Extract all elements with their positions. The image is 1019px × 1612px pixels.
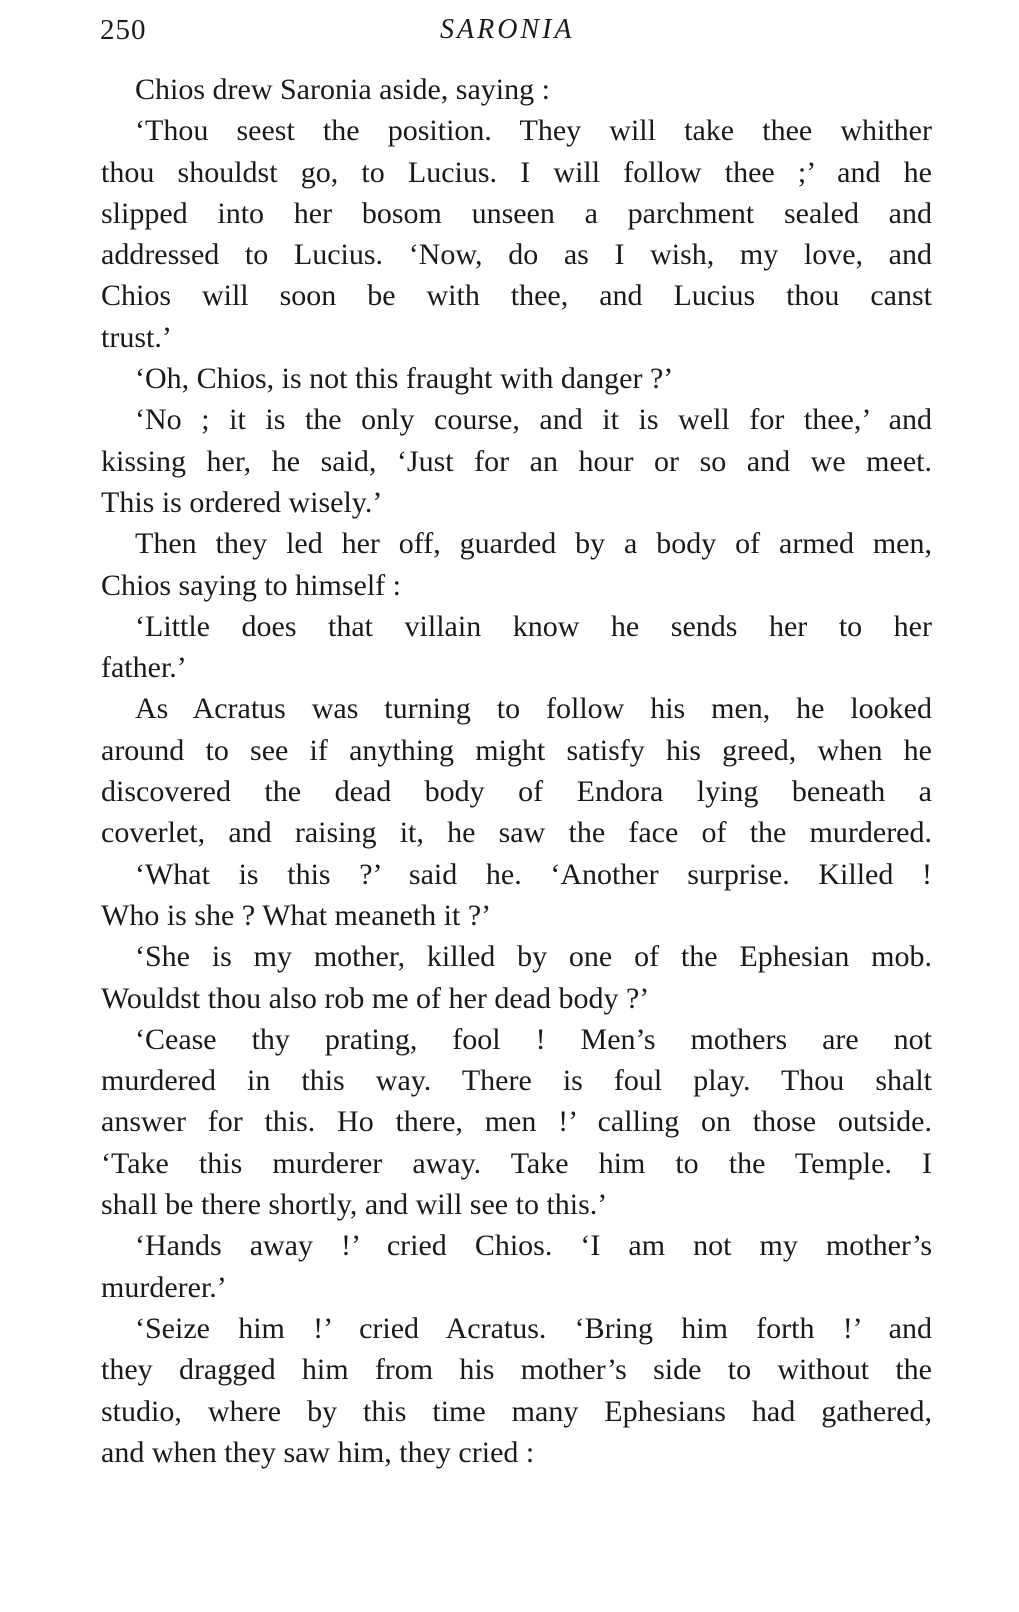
text-line: ‘What is this ?’ said he. ‘Another surprise. Killed ! (135, 857, 932, 891)
running-title: SARONIA (440, 14, 575, 45)
text-line: studio, where by this time many Ephesians had gathered, (101, 1394, 932, 1428)
text-line: coverlet, and raising it, he saw the face of the murdered. (101, 816, 932, 850)
text-line: and when they saw him, they cried : (101, 1435, 535, 1469)
text-line: murdered in this way. There is foul play. Thou shalt (101, 1064, 932, 1098)
text-line: ‘Oh, Chios, is not this fraught with danger ?’ (135, 362, 674, 396)
text-line: kissing her, he said, ‘Just for an hour or so and we meet. (101, 444, 932, 478)
text-line: addressed to Lucius. ‘Now, do as I wish, my love, and (101, 238, 932, 272)
body-text (101, 69, 932, 1473)
text-line: ‘Thou seest the position. They will take thee whither (135, 114, 932, 148)
text-line: ‘Little does that villain know he sends her to her (135, 609, 932, 643)
text-line: trust.’ (101, 320, 172, 354)
text-line: murderer.’ (101, 1270, 227, 1304)
text-line: thou shouldst go, to Lucius. I will follow thee ;’ and he (101, 155, 932, 189)
text-line: Who is she ? What meaneth it ?’ (101, 898, 492, 932)
text-line: ‘No ; it is the only course, and it is well for thee,’ and (135, 403, 932, 437)
text-line: Chios will soon be with thee, and Lucius thou canst (101, 279, 932, 313)
text-line: This is ordered wisely.’ (101, 485, 383, 519)
text-line: shall be there shortly, and will see to this.’ (101, 1188, 608, 1222)
text-line: they dragged him from his mother’s side to without the (101, 1353, 932, 1387)
text-line: ‘Seize him !’ cried Acratus. ‘Bring him forth !’ and (135, 1311, 932, 1345)
text-line: around to see if anything might satisfy his greed, when he (101, 733, 932, 767)
text-line: discovered the dead body of Endora lying beneath a (101, 775, 932, 809)
text-line: ‘Cease thy prating, fool ! Men’s mothers are not (135, 1022, 932, 1056)
text-line: answer for this. Ho there, men !’ calling on those outside. (101, 1105, 932, 1139)
text-line: As Acratus was turning to follow his men, he looked (135, 692, 932, 726)
text-line: father.’ (101, 651, 187, 685)
text-line: Then they led her off, guarded by a body of armed men, (135, 527, 932, 561)
text-line: ‘Take this murderer away. Take him to the Temple. I (101, 1146, 932, 1180)
text-line: Wouldst thou also rob me of her dead body ?’ (101, 981, 650, 1015)
text-line: Chios saying to himself : (101, 568, 401, 602)
page-number: 250 (100, 14, 147, 46)
text-line: ‘Hands away !’ cried Chios. ‘I am not my mother’s (135, 1229, 932, 1263)
text-line: Chios drew Saronia aside, saying : (135, 73, 550, 106)
text-line: slipped into her bosom unseen a parchment sealed and (101, 196, 932, 230)
text-line: ‘She is my mother, killed by one of the Ephesian mob. (135, 940, 932, 974)
